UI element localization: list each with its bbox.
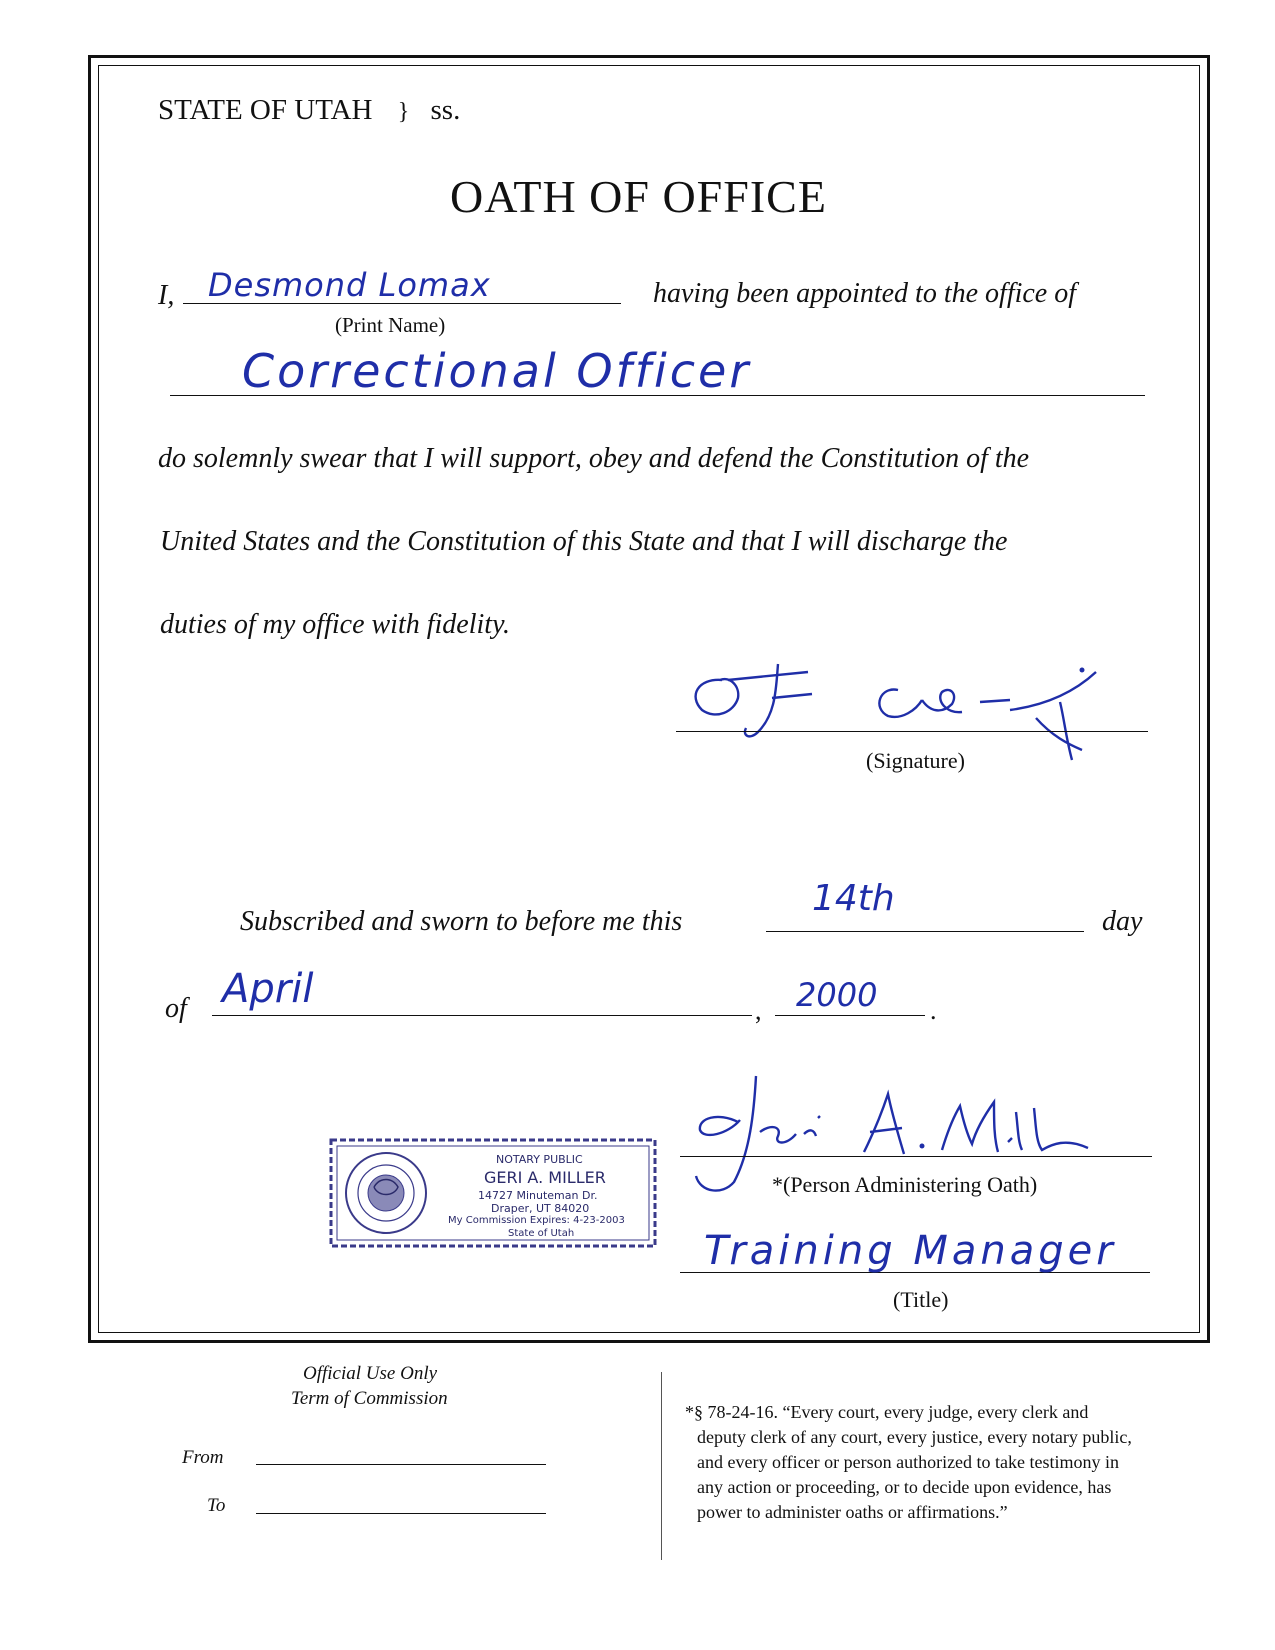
official-use-heading: Official Use Only [303, 1363, 438, 1384]
venue-header [158, 94, 460, 127]
stamp-header: NOTARY PUBLIC [496, 1153, 583, 1166]
day-word: day [1102, 906, 1143, 937]
state-label: STATE OF UTAH [158, 94, 373, 126]
name-field: Desmond Lomax [208, 266, 491, 304]
term-heading: Term of Commission [291, 1388, 448, 1409]
oath-body-line-2: United States and the Constitution of this State and that I will discharge the [160, 526, 1008, 557]
from-line [256, 1464, 546, 1465]
signature-caption: (Signature) [866, 748, 965, 773]
footnote-line-2: deputy clerk of any court, every justice, every notary public, [697, 1427, 1132, 1447]
to-label: To [207, 1495, 226, 1516]
stamp-address-1: 14727 Minuteman Dr. [478, 1189, 598, 1202]
title-field: Training Manager [704, 1228, 1117, 1274]
oath-body-line-3: duties of my office with fidelity. [160, 609, 510, 640]
sworn-text: Subscribed and sworn to before me this [240, 906, 683, 937]
column-divider [661, 1372, 662, 1560]
oath-body-line-1: do solemnly swear that I will support, obey and defend the Constitution of the [158, 443, 1030, 474]
from-label: From [182, 1447, 224, 1468]
day-line [766, 931, 1084, 932]
office-field: Correctional Officer [242, 344, 752, 398]
notary-seal-icon [346, 1153, 426, 1233]
signature-line [676, 731, 1148, 732]
document-title: OATH OF OFFICE [450, 171, 827, 222]
footnote-line-4: any action or proceeding, or to decide upon evidence, has [697, 1477, 1112, 1497]
footnote-line-3: and every officer or person authorized to take testimony in [697, 1452, 1120, 1472]
stamp-expires: My Commission Expires: 4-23-2003 [448, 1215, 625, 1226]
day-field: 14th [812, 878, 895, 919]
ss-label: ss. [430, 94, 461, 126]
name-caption: (Print Name) [335, 313, 446, 337]
statute-footnote [685, 1400, 1132, 1525]
to-line [256, 1513, 546, 1514]
brace-symbol: } [397, 99, 410, 125]
title-caption: (Title) [893, 1287, 949, 1312]
notary-stamp [328, 1137, 658, 1249]
appointed-text: having been appointed to the office of [653, 278, 1077, 309]
month-field: April [222, 966, 314, 1012]
year-field: 2000 [796, 976, 878, 1014]
month-line [212, 1015, 752, 1016]
footnote-line-5: power to administer oaths or affirmations.” [697, 1502, 1008, 1522]
stamp-name: GERI A. MILLER [484, 1168, 606, 1187]
of-word: of [165, 993, 187, 1024]
year-period: . [930, 996, 937, 1025]
administrator-caption: *(Person Administering Oath) [772, 1172, 1038, 1197]
stamp-state: State of Utah [508, 1228, 575, 1239]
month-comma: , [755, 996, 762, 1025]
oath-prefix: I, [158, 280, 175, 311]
administrator-line [680, 1156, 1152, 1157]
stamp-address-2: Draper, UT 84020 [491, 1202, 590, 1215]
year-line [775, 1015, 925, 1016]
footnote-line-1: *§ 78-24-16. “Every court, every judge, every clerk and [685, 1402, 1089, 1422]
